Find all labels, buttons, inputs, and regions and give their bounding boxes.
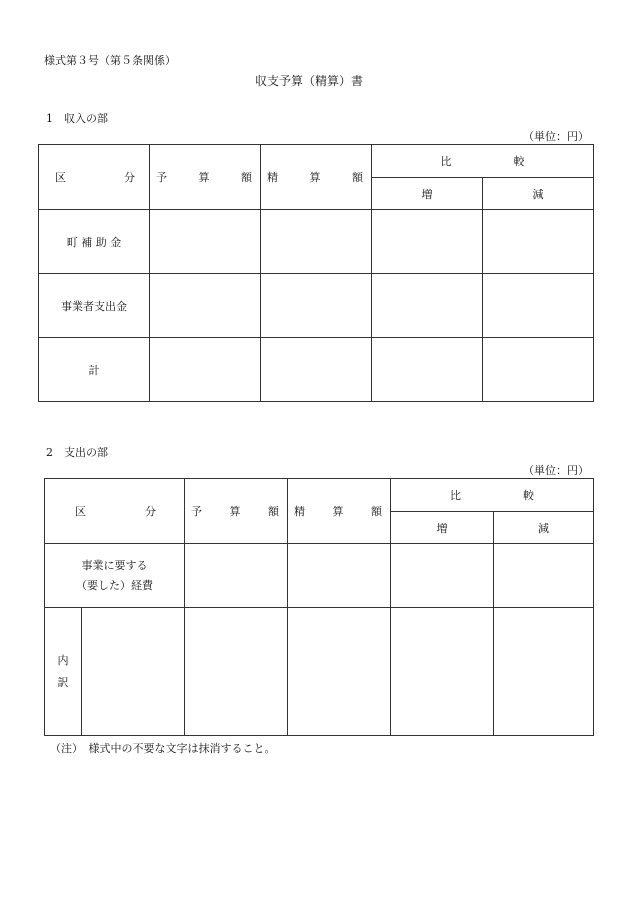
cell: [483, 338, 594, 402]
header-zou: 増: [391, 512, 494, 544]
cell: [494, 544, 594, 608]
cell: [391, 544, 494, 608]
cell: [494, 608, 594, 736]
header-gen: 減: [494, 512, 594, 544]
cell: [391, 608, 494, 736]
header-kubun: 区 分: [45, 479, 185, 544]
header-zou: 増: [372, 178, 483, 210]
cell: [185, 608, 288, 736]
cell: [372, 274, 483, 338]
header-yosan: 予 算 額: [150, 145, 261, 210]
section2-heading: 2 支出の部: [46, 446, 108, 459]
header-kubun: 区 分: [39, 145, 150, 210]
header-seisan: 精 算 額: [261, 145, 372, 210]
footnote: （注） 様式中の不要な文字は抹消すること。: [50, 742, 276, 755]
cell: [288, 608, 391, 736]
page-title: 収支予算（精算）書: [255, 74, 364, 88]
section1-unit: （単位：円）: [523, 130, 589, 143]
cell: [261, 338, 372, 402]
header-hikaku: 比 較: [391, 479, 594, 512]
cell: [82, 608, 185, 736]
section2-unit: （単位：円）: [523, 464, 589, 477]
header-gen: 減: [483, 178, 594, 210]
cell: [372, 338, 483, 402]
row-label-total: 計: [39, 338, 150, 402]
income-table: [38, 144, 594, 402]
cell: [288, 544, 391, 608]
cell: [372, 210, 483, 274]
row-label-project-expense: 事業に要する （要した）経費: [45, 544, 185, 608]
section1-heading: 1 収入の部: [46, 112, 108, 125]
cell: [261, 210, 372, 274]
cell: [261, 274, 372, 338]
expense-table: [44, 478, 594, 736]
cell: [150, 210, 261, 274]
header-seisan: 精 算 額: [288, 479, 391, 544]
cell: [483, 274, 594, 338]
cell: [150, 274, 261, 338]
row-label-breakdown: 内 訳: [45, 608, 82, 736]
row-label-town-subsidy: 町 補 助 金: [39, 210, 150, 274]
form-label: 様式第３号（第５条関係）: [44, 54, 176, 67]
cell: [483, 210, 594, 274]
row-label-business-expense: 事業者支出金: [39, 274, 150, 338]
cell: [185, 544, 288, 608]
cell: [150, 338, 261, 402]
header-hikaku: 比 較: [372, 145, 594, 178]
header-yosan: 予 算 額: [185, 479, 288, 544]
